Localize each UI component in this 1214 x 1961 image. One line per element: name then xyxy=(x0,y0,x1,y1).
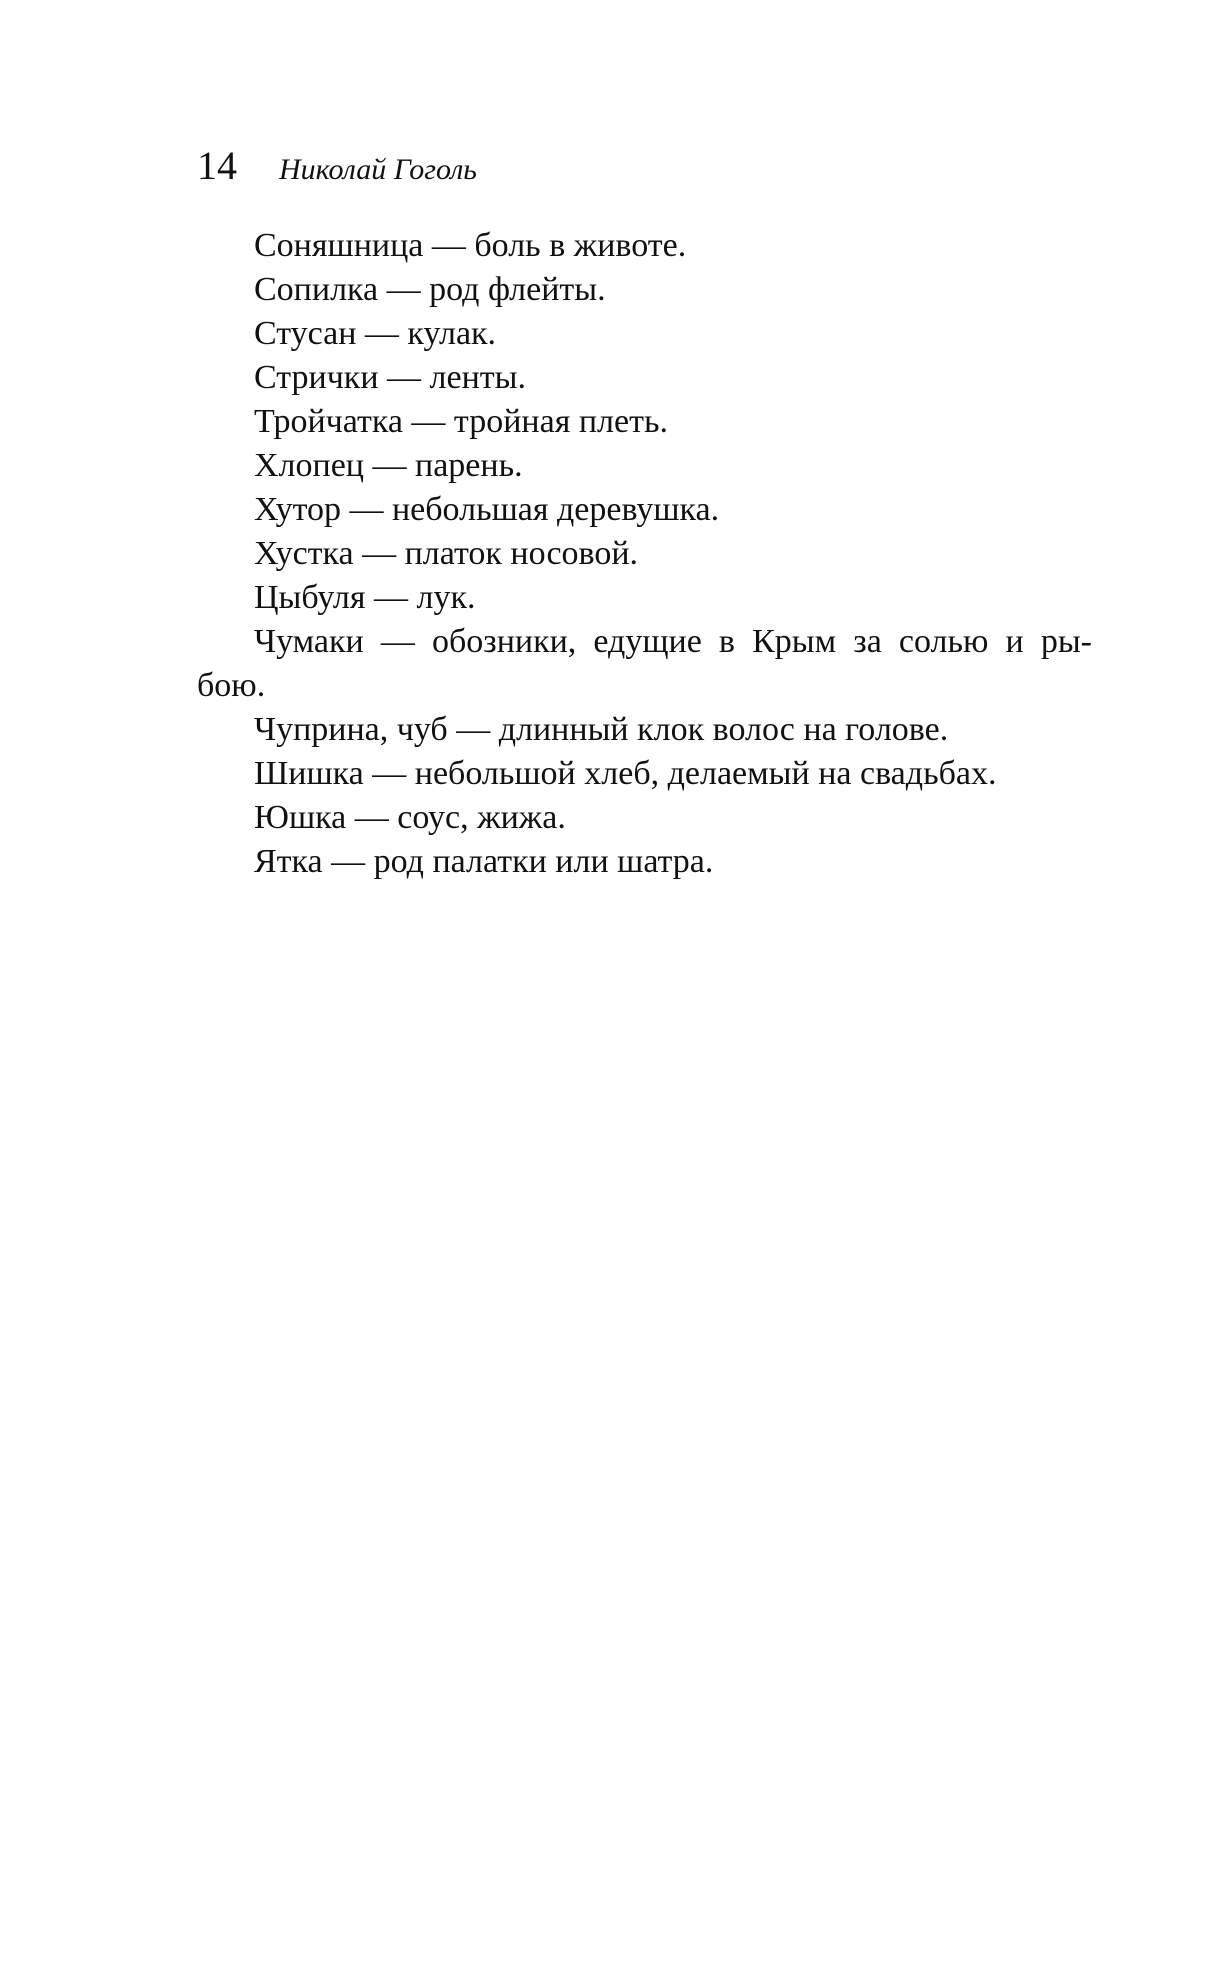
glossary-entry-line: Чумаки — обозники, едущие в Крым за солью и ры- xyxy=(254,623,1092,660)
glossary-entry: Стрички — ленты. xyxy=(254,359,526,396)
glossary-entry: Хлопец — парень. xyxy=(254,447,523,484)
page-number: 14 xyxy=(197,143,237,188)
glossary-entry: Тройчатка — тройная плеть. xyxy=(254,403,668,440)
glossary-entry: Ятка — род палатки или шатра. xyxy=(254,843,714,880)
glossary-entry: Соняшница — боль в животе. xyxy=(254,227,687,264)
running-head xyxy=(197,140,477,192)
glossary-entry: Хустка — платок носовой. xyxy=(254,535,639,572)
glossary-entry: Юшка — соус, жижа. xyxy=(254,799,566,836)
glossary-entry: Стусан — кулак. xyxy=(254,315,497,352)
glossary-entry-wrapped xyxy=(197,620,1092,708)
glossary-list xyxy=(197,224,1097,884)
glossary-entry: Хутор — небольшая деревушка. xyxy=(254,491,720,528)
glossary-entry-line: бою. xyxy=(197,667,266,704)
glossary-entry: Чуприна, чуб — длинный клок волос на голове. xyxy=(254,711,949,748)
glossary-entry: Шишка — небольшой хлеб, делаемый на свадьбах. xyxy=(254,755,997,792)
running-title: Николай Гоголь xyxy=(279,153,477,186)
glossary-entry: Цыбуля — лук. xyxy=(254,579,476,616)
glossary-entry: Сопилка — род флейты. xyxy=(254,271,606,308)
